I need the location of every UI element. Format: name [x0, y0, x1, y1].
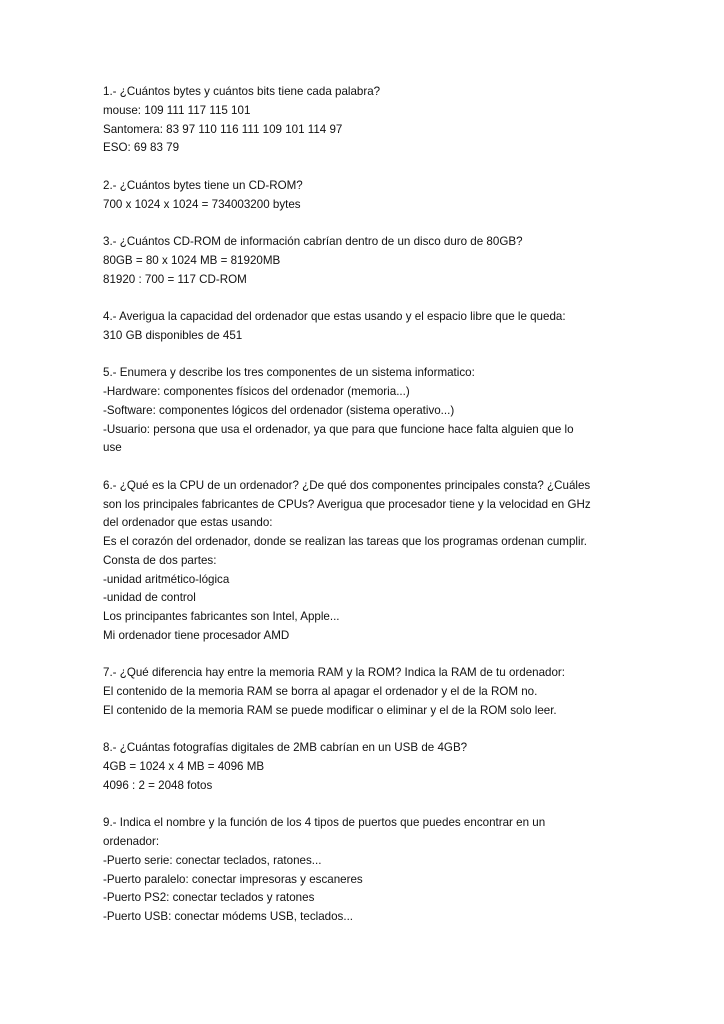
answer-line: El contenido de la memoria RAM se puede modificar o eliminar y el de la ROM solo leer. — [103, 703, 557, 717]
answer-line: -unidad de control — [103, 591, 196, 605]
question-section-5 — [103, 364, 591, 458]
answer-line: -Hardware: componentes físicos del ordenador (memoria...) — [103, 385, 410, 398]
answer-line: 81920 : 700 = 117 CD-ROM — [103, 272, 247, 286]
question-section-4 — [103, 308, 591, 346]
question-text: 2.- ¿Cuántos bytes tiene un CD-ROM? — [103, 178, 303, 192]
answer-line: Los principantes fabricantes son Intel, Apple... — [103, 610, 340, 623]
question-text: 3.- ¿Cuántos CD-ROM de información cabrían dentro de un disco duro de 80GB? — [103, 235, 523, 248]
answer-line: -Puerto PS2: conectar teclados y ratones — [103, 891, 315, 905]
question-section-2 — [103, 177, 591, 215]
answer-line: 4096 : 2 = 2048 fotos — [103, 778, 213, 792]
question-text: 6.- ¿Qué es la CPU de un ordenador? ¿De qué dos componentes principales consta? ¿Cuáles — [103, 478, 591, 492]
answer-line: -Puerto serie: conectar teclados, ratones... — [103, 853, 322, 867]
answer-line: Santomera: 83 97 110 116 111 109 101 114 97 — [103, 122, 343, 136]
question-section-7 — [103, 664, 591, 720]
question-section-1 — [103, 83, 591, 158]
answer-line: 4GB = 1024 x 4 MB = 4096 MB — [103, 760, 265, 773]
question-section-9 — [103, 814, 591, 927]
answer-line: ESO: 69 83 79 — [103, 141, 180, 155]
answer-line: -Puerto USB: conectar módems USB, teclados... — [103, 910, 354, 923]
question-text: 8.- ¿Cuántas fotografías digitales de 2MB cabrían en un USB de 4GB? — [103, 741, 468, 755]
answer-line: use — [103, 441, 122, 455]
answer-line: Mi ordenador tiene procesador AMD — [103, 628, 290, 642]
answer-line: -Usuario: persona que usa el ordenador, ya que para que funcione hace falta alguien que lo — [103, 422, 574, 436]
answer-line: Es el corazón del ordenador, donde se realizan las tareas que los programas ordenan cumplir. — [103, 535, 588, 548]
answer-line: ordenador: — [103, 835, 160, 848]
document-body — [103, 83, 591, 946]
answer-line: -Puerto paralelo: conectar impresoras y escaneres — [103, 872, 363, 886]
question-text: 9.- Indica el nombre y la función de los 4 tipos de puertos que puedes encontrar en un — [103, 816, 546, 830]
answer-line: El contenido de la memoria RAM se borra al apagar el ordenador y el de la ROM no. — [103, 685, 538, 698]
answer-line: Consta de dos partes: — [103, 553, 217, 567]
question-section-6 — [103, 477, 591, 646]
question-section-3 — [103, 233, 591, 289]
answer-line: 700 x 1024 x 1024 = 734003200 bytes — [103, 197, 301, 211]
answer-line: son los principales fabricantes de CPUs? Averigua que procesador tiene y la velocidad en GHz — [103, 497, 591, 511]
answer-line: 80GB = 80 x 1024 MB = 81920MB — [103, 253, 281, 267]
question-text: 5.- Enumera y describe los tres componentes de un sistema informatico: — [103, 366, 475, 380]
question-text: 1.- ¿Cuántos bytes y cuántos bits tiene cada palabra? — [103, 85, 381, 98]
question-text: 7.- ¿Qué diferencia hay entre la memoria RAM y la ROM? Indica la RAM de tu ordenador: — [103, 666, 566, 680]
answer-line: 310 GB disponibles de 451 — [103, 328, 243, 342]
question-text: 4.- Averigua la capacidad del ordenador que estas usando y el espacio libre que le queda: — [103, 310, 566, 323]
question-section-8 — [103, 739, 591, 795]
answer-line: -Software: componentes lógicos del ordenador (sistema operativo...) — [103, 403, 455, 417]
answer-line: del ordenador que estas usando: — [103, 516, 273, 530]
answer-line: mouse: 109 111 117 115 101 — [103, 103, 251, 117]
answer-line: -unidad aritmético-lógica — [103, 572, 230, 586]
